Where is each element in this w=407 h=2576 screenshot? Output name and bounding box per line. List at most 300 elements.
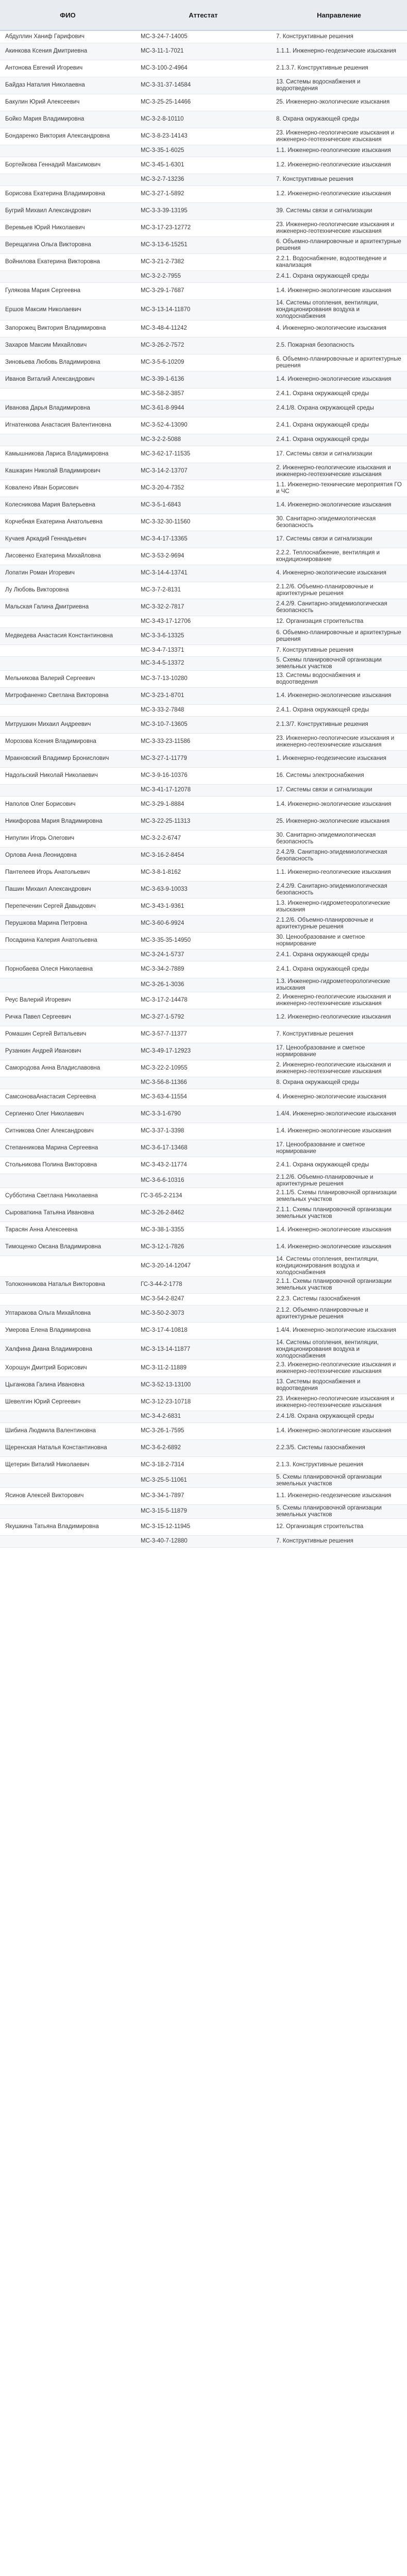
cell-certificate: МС-3-27-1-5892 xyxy=(135,185,271,202)
cell-certificate: МС-3-2-2-6747 xyxy=(135,830,271,847)
cell-certificate: МС-3-37-1-3398 xyxy=(135,1123,271,1140)
cell-direction: 1.4. Инженерно-экологические изыскания xyxy=(271,796,407,813)
cell-direction: 2.1.1. Схемы планировочной организации земельных участков xyxy=(271,1205,407,1222)
table-row xyxy=(0,1026,407,1043)
table-row xyxy=(0,463,407,480)
cell-name xyxy=(0,704,135,716)
cell-certificate: МС-3-6-6-10316 xyxy=(135,1174,271,1188)
cell-direction: 1.4/4. Инженерно-экологические изыскания xyxy=(271,1322,407,1339)
cell-direction: 25. Инженерно-экологические изыскания xyxy=(271,813,407,830)
cell-name: Захаров Максим Михайлович xyxy=(0,337,135,354)
table-row xyxy=(0,961,407,978)
cell-certificate: МС-3-43-17-12706 xyxy=(135,616,271,628)
cell-certificate: МС-3-26-1-3036 xyxy=(135,978,271,992)
cell-certificate: МС-3-45-1-6301 xyxy=(135,157,271,174)
table-row xyxy=(0,219,407,236)
cell-name: Тимощенко Оксана Владимировна xyxy=(0,1239,135,1256)
table-row xyxy=(0,750,407,767)
cell-direction: 8. Охрана окружающей среды xyxy=(271,111,407,128)
cell-certificate: МС-3-49-17-12923 xyxy=(135,1043,271,1060)
cell-direction: 2.1.2/6. Объемно-планировочные и архитектурные решения xyxy=(271,582,407,599)
cell-certificate: МС-3-62-17-11535 xyxy=(135,446,271,463)
cell-name: Посадкина Калерия Анатольевна xyxy=(0,932,135,949)
cell-certificate: МС-3-63-9-10033 xyxy=(135,881,271,898)
cell-name: Цыганкова Галина Ивановна xyxy=(0,1377,135,1394)
table-row xyxy=(0,582,407,599)
table-row xyxy=(0,497,407,514)
cell-certificate: МС-3-13-14-11877 xyxy=(135,1339,271,1360)
cell-certificate: МС-3-35-1-6025 xyxy=(135,145,271,157)
cell-name: Бортейкова Геннадий Максимович xyxy=(0,157,135,174)
cell-direction: 30. Санитарно-эпидемиологическая безопасность xyxy=(271,830,407,847)
cell-direction: 2.4.1. Охрана окружающей среды xyxy=(271,434,407,446)
cell-name: Медведева Анастасия Константиновна xyxy=(0,628,135,645)
cell-name xyxy=(0,656,135,670)
cell-certificate: МС-3-10-7-13605 xyxy=(135,716,271,733)
cell-name xyxy=(0,1411,135,1422)
cell-certificate: МС-3-100-2-4964 xyxy=(135,60,271,77)
cell-certificate: МС-3-20-14-12047 xyxy=(135,1256,271,1276)
cell-name: Уптаракова Ольга Михайловна xyxy=(0,1305,135,1322)
cell-certificate: МС-3-6-17-13468 xyxy=(135,1140,271,1157)
cell-certificate: МС-3-40-7-12880 xyxy=(135,1535,271,1547)
cell-name xyxy=(0,1504,135,1518)
cell-name: Ясинов Алексей Викторович xyxy=(0,1487,135,1504)
cell-name: Реус Валерий Игоревич xyxy=(0,992,135,1009)
cell-certificate: МС-3-7-2-8131 xyxy=(135,582,271,599)
cell-name: Щетерин Виталий Николаевич xyxy=(0,1456,135,1473)
cell-direction: 2.4.1. Охрана окружающей среды xyxy=(271,1157,407,1174)
cell-direction: 23. Инженерно-геологические изыскания и инженерно-геотехнические изыскания xyxy=(271,1394,407,1411)
cell-certificate: МС-3-43-1-9361 xyxy=(135,898,271,915)
cell-direction: 1.2. Инженерно-геологические изыскания xyxy=(271,185,407,202)
table-row xyxy=(0,1174,407,1188)
cell-certificate: МС-3-18-2-7314 xyxy=(135,1456,271,1473)
cell-name: Халфина Диана Владимировна xyxy=(0,1339,135,1360)
cell-direction: 7. Конструктивные решения xyxy=(271,1026,407,1043)
table-row xyxy=(0,1123,407,1140)
cell-certificate: МС-3-9-16-10376 xyxy=(135,767,271,784)
cell-certificate: МС-3-58-2-3857 xyxy=(135,388,271,400)
cell-certificate: МС-3-41-17-12078 xyxy=(135,784,271,796)
cell-name: Кучаев Аркадий Геннадьевич xyxy=(0,531,135,548)
cell-certificate: МС-3-12-1-7826 xyxy=(135,1239,271,1256)
table-row xyxy=(0,354,407,371)
table-row xyxy=(0,1043,407,1060)
cell-certificate: МС-3-32-30-11560 xyxy=(135,514,271,531)
cell-certificate: МС-3-32-2-7817 xyxy=(135,599,271,616)
cell-certificate: МС-3-34-2-7889 xyxy=(135,961,271,978)
cell-direction: 2.2.2. Теплоснабжение, вентиляция и кондиционирование xyxy=(271,548,407,565)
table-row xyxy=(0,1422,407,1439)
table-row xyxy=(0,202,407,219)
table-row xyxy=(0,270,407,282)
cell-direction: 6. Объемно-планировочные и архитектурные решения xyxy=(271,236,407,253)
cell-direction: 7. Конструктивные решения xyxy=(271,1535,407,1547)
table-row xyxy=(0,704,407,716)
table-row xyxy=(0,30,407,43)
cell-certificate: МС-3-33-2-7848 xyxy=(135,704,271,716)
cell-certificate: МС-3-56-8-11366 xyxy=(135,1077,271,1089)
table-row xyxy=(0,1188,407,1205)
table-row xyxy=(0,1276,407,1293)
table-row xyxy=(0,898,407,915)
cell-direction: 2.1.1/5. Схемы планировочной организации земельных участков xyxy=(271,1188,407,1205)
cell-certificate: МС-3-29-1-7687 xyxy=(135,282,271,299)
cell-name: Перепеченин Сергей Давыдович xyxy=(0,898,135,915)
cell-certificate: МС-3-5-6-10209 xyxy=(135,354,271,371)
cell-direction: 1.4. Инженерно-экологические изыскания xyxy=(271,497,407,514)
cell-certificate: МС-3-29-1-8884 xyxy=(135,796,271,813)
cell-certificate: МС-3-22-2-10955 xyxy=(135,1060,271,1077)
cell-name: Ромашин Сергей Витальевич xyxy=(0,1026,135,1043)
table-row xyxy=(0,1535,407,1547)
cell-direction: 7. Конструктивные решения xyxy=(271,645,407,656)
cell-direction: 1.4/4. Инженерно-экологические изыскания xyxy=(271,1106,407,1123)
cell-name: Тарасян Анна Алексеевна xyxy=(0,1222,135,1239)
cell-name xyxy=(0,645,135,656)
cell-direction: 2.1.1. Схемы планировочной организации земельных участков xyxy=(271,1276,407,1293)
cell-name xyxy=(0,388,135,400)
cell-name: Перушкова Марина Петровна xyxy=(0,915,135,932)
table-row xyxy=(0,656,407,670)
cell-certificate: МС-3-17-23-12772 xyxy=(135,219,271,236)
table-row xyxy=(0,417,407,434)
cell-direction: 2. Инженерно-геологические изыскания и инженерно-геотехнические изыскания xyxy=(271,1060,407,1077)
cell-direction: 2.4.2/9. Санитарно-эпидемиологическая безопасность xyxy=(271,599,407,616)
cell-name: Иванов Виталий Александрович xyxy=(0,371,135,388)
cell-certificate: МС-3-25-25-14466 xyxy=(135,94,271,111)
table-row xyxy=(0,1305,407,1322)
table-row xyxy=(0,1360,407,1377)
cell-certificate: МС-3-4-7-13371 xyxy=(135,645,271,656)
table-row xyxy=(0,337,407,354)
table-row xyxy=(0,299,407,320)
cell-name xyxy=(0,270,135,282)
cell-name: Рузанкин Андрей Иванович xyxy=(0,1043,135,1060)
cell-name: Байдаз Наталия Николаевна xyxy=(0,77,135,94)
table-row xyxy=(0,320,407,337)
table-row xyxy=(0,1411,407,1422)
cell-direction: 23. Инженерно-геологические изыскания и инженерно-геотехнические изыскания xyxy=(271,128,407,145)
cell-name xyxy=(0,145,135,157)
table-row xyxy=(0,616,407,628)
cell-certificate: МС-3-61-8-9944 xyxy=(135,400,271,417)
cell-direction: 13. Системы водоснабжения и водоотведения xyxy=(271,670,407,687)
cell-certificate: ГС-3-65-2-2134 xyxy=(135,1188,271,1205)
cell-direction: 2.5. Пожарная безопасность xyxy=(271,337,407,354)
cell-direction: 16. Системы электроснабжения xyxy=(271,767,407,784)
cell-name: Запорожец Виктория Владимировна xyxy=(0,320,135,337)
table-body xyxy=(0,30,407,1547)
cell-direction: 1.4. Инженерно-экологические изыскания xyxy=(271,687,407,704)
cell-certificate: МС-3-3-39-13195 xyxy=(135,202,271,219)
cell-direction: 2.3. Инженерно-геологические изыскания и инженерно-геотехнические изыскания xyxy=(271,1360,407,1377)
table-row xyxy=(0,157,407,174)
cell-certificate: МС-3-4-17-13365 xyxy=(135,531,271,548)
cell-direction: 1.2. Инженерно-геологические изыскания xyxy=(271,157,407,174)
cell-certificate: МС-3-15-12-11945 xyxy=(135,1518,271,1535)
cell-name xyxy=(0,978,135,992)
cell-certificate: МС-3-16-2-8454 xyxy=(135,847,271,864)
cell-certificate: МС-3-17-2-14478 xyxy=(135,992,271,1009)
cell-name: Морозова Ксения Владимировна xyxy=(0,733,135,750)
table-row xyxy=(0,94,407,111)
cell-certificate: МС-3-7-13-10280 xyxy=(135,670,271,687)
table-row xyxy=(0,128,407,145)
table-row xyxy=(0,1089,407,1106)
cell-name xyxy=(0,174,135,185)
cell-name: Шибина Людмила Валентиновна xyxy=(0,1422,135,1439)
cell-certificate: МС-3-13-14-11870 xyxy=(135,299,271,320)
cell-name: Якушкина Татьяна Владимировна xyxy=(0,1518,135,1535)
cell-certificate: МС-3-48-4-11242 xyxy=(135,320,271,337)
cell-name: Умерова Елена Владимировна xyxy=(0,1322,135,1339)
cell-name: Толоконникова Наталья Викторовна xyxy=(0,1276,135,1293)
table-row xyxy=(0,388,407,400)
table-row xyxy=(0,174,407,185)
cell-name: Пантелеев Игорь Анатольевич xyxy=(0,864,135,881)
cell-name: Игнатенкова Анастасия Валентиновна xyxy=(0,417,135,434)
table-row xyxy=(0,1140,407,1157)
table-row xyxy=(0,1518,407,1535)
cell-direction: 12. Организация строительства xyxy=(271,1518,407,1535)
cell-name: Никифорова Мария Владимировна xyxy=(0,813,135,830)
table-row xyxy=(0,992,407,1009)
table-row xyxy=(0,43,407,60)
cell-certificate: МС-3-23-1-8701 xyxy=(135,687,271,704)
cell-name xyxy=(0,784,135,796)
cell-direction: 2.4.1. Охрана окружающей среды xyxy=(271,417,407,434)
cell-certificate: МС-3-8-1-8162 xyxy=(135,864,271,881)
cell-name: Верещагина Ольга Викторовна xyxy=(0,236,135,253)
cell-certificate: МС-3-57-7-11377 xyxy=(135,1026,271,1043)
column-header-name: ФИО xyxy=(0,0,135,30)
table-row xyxy=(0,978,407,992)
cell-certificate: МС-3-21-2-7382 xyxy=(135,253,271,270)
cell-name: Лопатин Роман Игоревич xyxy=(0,565,135,582)
table-row xyxy=(0,1077,407,1089)
table-row xyxy=(0,687,407,704)
cell-direction: 1.4. Инженерно-экологические изыскания xyxy=(271,1123,407,1140)
cell-direction: 25. Инженерно-экологические изыскания xyxy=(271,94,407,111)
table-row xyxy=(0,77,407,94)
cell-name: Самородова Анна Владиславовна xyxy=(0,1060,135,1077)
table-row xyxy=(0,282,407,299)
cell-name: Бойко Мария Владимировна xyxy=(0,111,135,128)
cell-name: Антонова Евгений Игоревич xyxy=(0,60,135,77)
table-row xyxy=(0,716,407,733)
cell-name xyxy=(0,1473,135,1487)
table-row xyxy=(0,1239,407,1256)
table-row xyxy=(0,830,407,847)
table-row xyxy=(0,1256,407,1276)
cell-name xyxy=(0,1174,135,1188)
table-header-row xyxy=(0,0,407,30)
cell-direction: 17. Ценообразование и сметное нормирование xyxy=(271,1043,407,1060)
cell-direction: 2. Инженерно-геологические изыскания и инженерно-геотехнические изыскания xyxy=(271,992,407,1009)
cell-name: Лу Любовь Викторовна xyxy=(0,582,135,599)
cell-name: Ковалено Иван Борисович xyxy=(0,480,135,497)
cell-name: Нипулин Игорь Олегович xyxy=(0,830,135,847)
cell-direction: 2.4.2/9. Санитарно-эпидемиологическая безопасность xyxy=(271,881,407,898)
table-row xyxy=(0,784,407,796)
cell-direction: 12. Организация строительства xyxy=(271,616,407,628)
cell-direction: 1.3. Инженерно-гидрометеорологические изыскания xyxy=(271,978,407,992)
cell-name: СамсоноваАнастасия Сергеевна xyxy=(0,1089,135,1106)
cell-direction: 1.2. Инженерно-геологические изыскания xyxy=(271,1009,407,1026)
table-row xyxy=(0,733,407,750)
cell-name: Лисовенко Екатерина Михайловна xyxy=(0,548,135,565)
cell-direction: 23. Инженерно-геологические изыскания и инженерно-геотехнические изыскания xyxy=(271,219,407,236)
cell-direction: 2.1.3.7. Конструктивные решения xyxy=(271,60,407,77)
cell-certificate: МС-3-17-4-10818 xyxy=(135,1322,271,1339)
cell-direction: 2.4.1. Охрана окружающей среды xyxy=(271,704,407,716)
table-row xyxy=(0,236,407,253)
cell-direction: 4. Инженерно-экологические изыскания xyxy=(271,1089,407,1106)
cell-direction: 2.2.3. Системы газоснабжения xyxy=(271,1293,407,1305)
cell-direction: 2.4.1. Охрана окружающей среды xyxy=(271,270,407,282)
cell-name: Мальская Галина Дмитриевна xyxy=(0,599,135,616)
cell-name: Щеренская Наталья Константиновна xyxy=(0,1439,135,1456)
cell-certificate: МС-3-8-23-14143 xyxy=(135,128,271,145)
cell-certificate: МС-3-4-2-6831 xyxy=(135,1411,271,1422)
table-row xyxy=(0,111,407,128)
table-row xyxy=(0,670,407,687)
cell-direction: 17. Ценообразование и сметное нормирование xyxy=(271,1140,407,1157)
cell-name xyxy=(0,1293,135,1305)
table-row xyxy=(0,1377,407,1394)
table-row xyxy=(0,1504,407,1518)
table-row xyxy=(0,1205,407,1222)
cell-name xyxy=(0,949,135,961)
cell-direction: 14. Системы отопления, вентиляции, кондиционирования воздуха и холодоснабжения xyxy=(271,1256,407,1276)
cell-certificate: МС-3-3-6-13325 xyxy=(135,628,271,645)
cell-certificate: МС-3-2-8-10110 xyxy=(135,111,271,128)
cell-certificate: МС-3-14-2-13707 xyxy=(135,463,271,480)
cell-certificate: МС-3-14-4-13741 xyxy=(135,565,271,582)
table-row xyxy=(0,1106,407,1123)
table-row xyxy=(0,1339,407,1360)
cell-certificate: МС-3-27-1-11779 xyxy=(135,750,271,767)
cell-certificate: МС-3-24-1-5737 xyxy=(135,949,271,961)
cell-name: Шевелгин Юрий Сергеевич xyxy=(0,1394,135,1411)
cell-direction: 14. Системы отопления, вентиляции, кондиционирования воздуха и холодоснабжения xyxy=(271,299,407,320)
cell-direction: 1.1. Инженерно-геологические изыскания xyxy=(271,145,407,157)
cell-name: Колесникова Мария Валерьевна xyxy=(0,497,135,514)
cell-direction: 1.1. Инженерно-технические мероприятия ГО и ЧС xyxy=(271,480,407,497)
table-row xyxy=(0,434,407,446)
cell-name: Ершов Максим Николаевич xyxy=(0,299,135,320)
cell-certificate: МС-3-33-23-11586 xyxy=(135,733,271,750)
cell-name: Корчебная Екатерина Анатольевна xyxy=(0,514,135,531)
cell-certificate: МС-3-54-2-8247 xyxy=(135,1293,271,1305)
cell-certificate: МС-3-5-1-6843 xyxy=(135,497,271,514)
cell-direction: 2.1.2/6. Объемно-планировочные и архитектурные решения xyxy=(271,1174,407,1188)
cell-certificate: МС-3-26-1-7595 xyxy=(135,1422,271,1439)
cell-name: Степанникова Марина Сергеевна xyxy=(0,1140,135,1157)
cell-name: Абдуллин Ханиф Гарифович xyxy=(0,30,135,43)
cell-certificate: МС-3-3-1-6790 xyxy=(135,1106,271,1123)
cell-name: Кашкарин Николай Владимирович xyxy=(0,463,135,480)
cell-certificate: МС-3-22-25-11313 xyxy=(135,813,271,830)
table-row xyxy=(0,1293,407,1305)
table-row xyxy=(0,400,407,417)
cell-certificate: МС-3-63-4-11554 xyxy=(135,1089,271,1106)
cell-name: Веремьев Юрий Николаевич xyxy=(0,219,135,236)
cell-name: Сыроваткина Татьяна Ивановна xyxy=(0,1205,135,1222)
table-row xyxy=(0,1060,407,1077)
cell-direction: 1.4. Инженерно-экологические изыскания xyxy=(271,371,407,388)
table-row xyxy=(0,1456,407,1473)
table-row xyxy=(0,628,407,645)
cell-name: Митрофаненко Светлана Викторовна xyxy=(0,687,135,704)
table-row xyxy=(0,60,407,77)
cell-certificate: МС-3-39-1-6136 xyxy=(135,371,271,388)
cell-direction: 17. Системы связи и сигнализации xyxy=(271,531,407,548)
table-row xyxy=(0,1157,407,1174)
table-row xyxy=(0,796,407,813)
table-row xyxy=(0,767,407,784)
table-row xyxy=(0,1439,407,1456)
cell-certificate: МС-3-26-2-8462 xyxy=(135,1205,271,1222)
cell-direction: 30. Санитарно-эпидемиологическая безопасность xyxy=(271,514,407,531)
cell-certificate: МС-3-50-2-3073 xyxy=(135,1305,271,1322)
cell-name xyxy=(0,1535,135,1547)
table-row xyxy=(0,253,407,270)
cell-name: Ситникова Олег Александрович xyxy=(0,1123,135,1140)
cell-name: Акинкова Ксения Дмитриевна xyxy=(0,43,135,60)
cell-name xyxy=(0,616,135,628)
cell-name: Иванова Дарья Владимировна xyxy=(0,400,135,417)
cell-certificate: МС-3-12-23-10718 xyxy=(135,1394,271,1411)
cell-direction: 13. Системы водоснабжения и водоотведения xyxy=(271,77,407,94)
table-row xyxy=(0,881,407,898)
table-row xyxy=(0,949,407,961)
cell-certificate: МС-3-52-13-13100 xyxy=(135,1377,271,1394)
table-row xyxy=(0,371,407,388)
cell-certificate: МС-3-11-2-11889 xyxy=(135,1360,271,1377)
cell-direction: 2.4.1/8. Охрана окружающей среды xyxy=(271,400,407,417)
cell-direction: 2.1.2/6. Объемно-планировочные и архитектурные решения xyxy=(271,915,407,932)
table-row xyxy=(0,1473,407,1487)
cell-certificate: МС-3-26-2-7572 xyxy=(135,337,271,354)
cell-name: Войнилова Екатерина Викторовна xyxy=(0,253,135,270)
table-row xyxy=(0,514,407,531)
cell-name: Камышникова Лариса Владимировна xyxy=(0,446,135,463)
cell-direction: 7. Конструктивные решения xyxy=(271,30,407,43)
cell-direction: 4. Инженерно-экологические изыскания xyxy=(271,565,407,582)
cell-name: Бугрий Михаил Александрович xyxy=(0,202,135,219)
cell-name xyxy=(0,1077,135,1089)
cell-certificate: МС-3-2-2-5088 xyxy=(135,434,271,446)
cell-direction: 2.4.1. Охрана окружающей среды xyxy=(271,388,407,400)
cell-direction: 1.1. Инженерно-геологические изыскания xyxy=(271,864,407,881)
table-row xyxy=(0,864,407,881)
table-row xyxy=(0,932,407,949)
cell-name: Надольский Николай Николаевич xyxy=(0,767,135,784)
cell-direction: 1.4. Инженерно-экологические изыскания xyxy=(271,1239,407,1256)
cell-direction: 2.1.3/7. Конструктивные решения xyxy=(271,716,407,733)
cell-direction: 30. Ценообразование и сметное нормирование xyxy=(271,932,407,949)
cell-direction: 1.3. Инженерно-гидрометеорологические изыскания xyxy=(271,898,407,915)
cell-name: Сергиенко Олег Николаевич xyxy=(0,1106,135,1123)
cell-name: Гулякова Мария Сергеевна xyxy=(0,282,135,299)
cell-direction: 4. Инженерно-экологические изыскания xyxy=(271,320,407,337)
table-row xyxy=(0,1222,407,1239)
cell-name: Мельникова Валерий Сергеевич xyxy=(0,670,135,687)
cell-direction: 2.4.1/8. Охрана окружающей среды xyxy=(271,1411,407,1422)
